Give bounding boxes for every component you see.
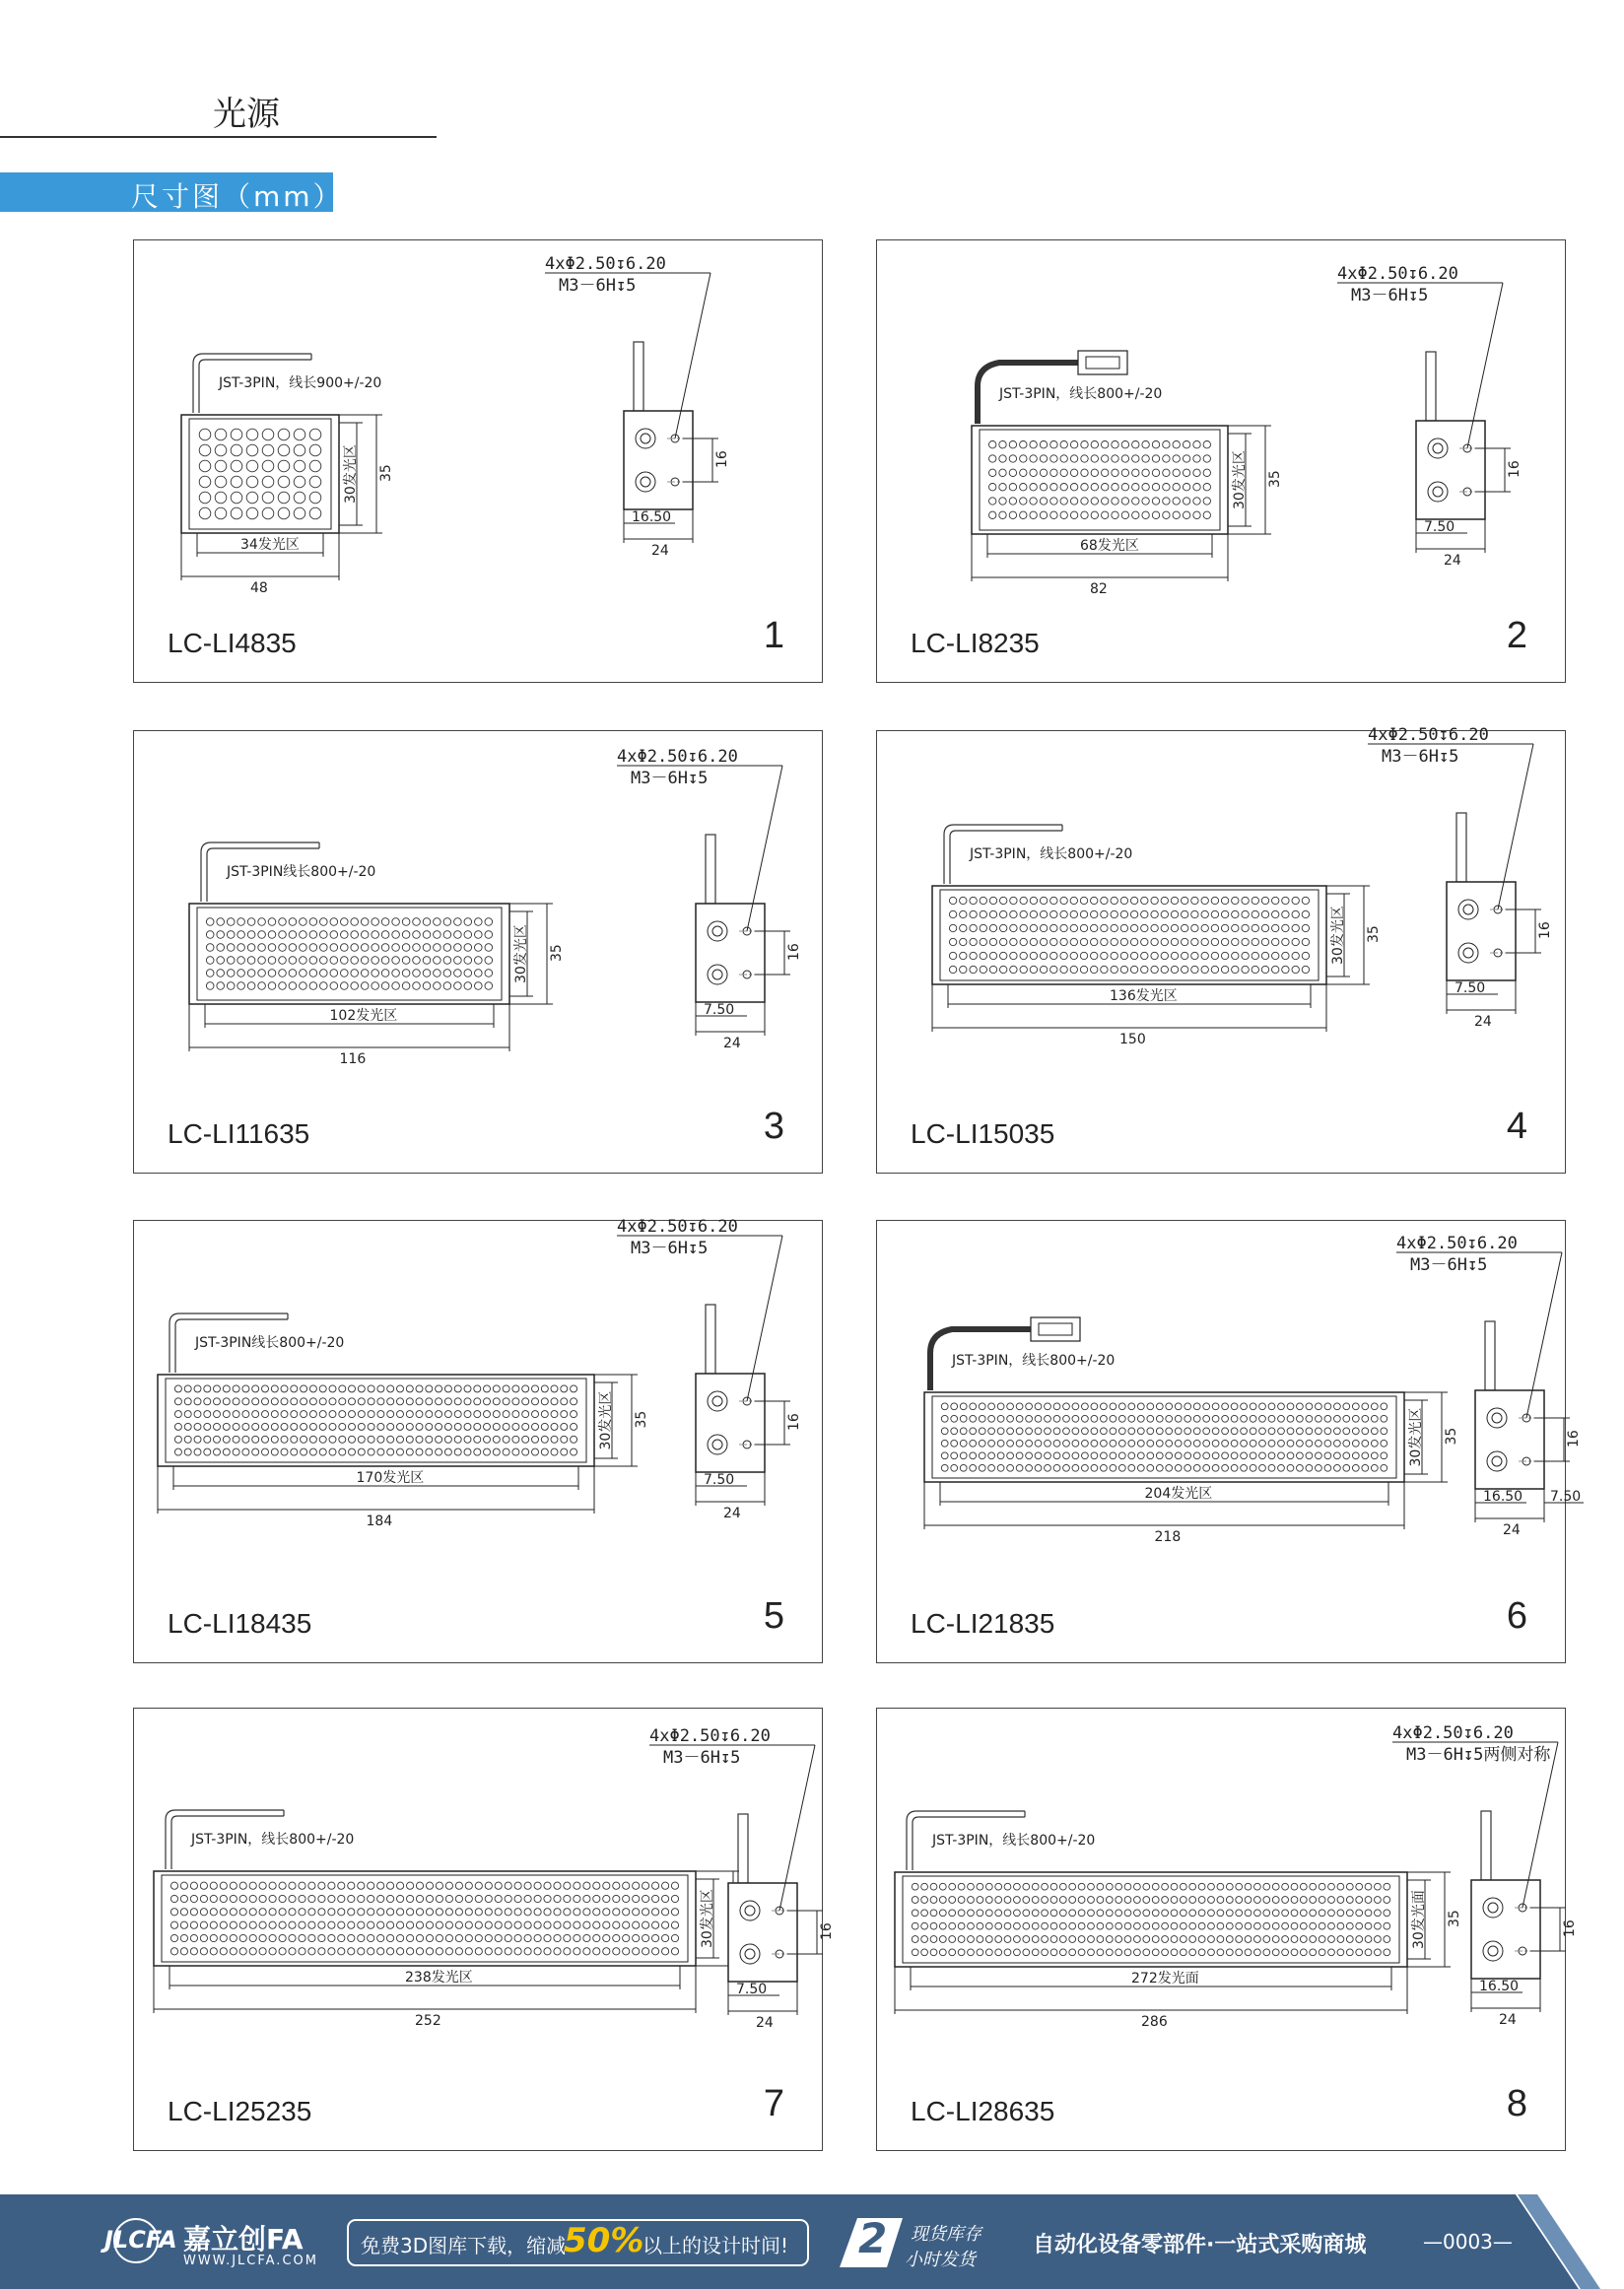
hole-pitch-dim: 16 — [786, 1413, 802, 1431]
front-view — [154, 1810, 751, 2029]
light-body — [932, 886, 1326, 984]
emit-height-dim: 30发光区 — [700, 1889, 715, 1948]
drawing-panel — [133, 1708, 835, 2151]
front-view — [189, 842, 565, 1067]
front-view — [972, 351, 1283, 597]
depth-total-dim: 24 — [1474, 1014, 1492, 1030]
panel-number: 3 — [763, 1106, 784, 1147]
footer-logo: JLCFA — [104, 2226, 177, 2254]
side-cable — [738, 1814, 748, 1883]
emit-length-dim: 272发光面 — [1131, 1971, 1199, 1986]
depth-dim: 7.50 — [736, 1982, 768, 1997]
panel-number: 8 — [1506, 2083, 1527, 2124]
hole-spec-label: 4xΦ2.50↧6.20 — [617, 747, 738, 767]
hole-pitch-dim: 16 — [819, 1922, 835, 1940]
drawing-panel — [133, 1217, 823, 1663]
drawing-panel — [876, 239, 1566, 683]
emit-height-dim: 30发光区 — [343, 444, 359, 504]
emit-length-dim: 238发光区 — [405, 1970, 473, 1986]
drawing-panel — [876, 1220, 1582, 1663]
model-name: LC-LI15035 — [911, 1118, 1055, 1149]
thread-spec-label: M3－6H↧5两侧对称 — [1406, 1745, 1551, 1765]
model-name: LC-LI11635 — [168, 1118, 310, 1149]
side-body — [696, 904, 765, 1002]
hole-pitch-dim: 16 — [1562, 1919, 1578, 1937]
side-body — [1471, 1880, 1540, 1979]
height-dim: 35 — [549, 944, 565, 962]
light-body — [924, 1392, 1404, 1482]
front-view — [895, 1811, 1462, 2030]
hole-spec-label: 4xΦ2.50↧6.20 — [617, 1217, 738, 1237]
technical-drawing — [877, 725, 1567, 1175]
technical-drawing — [877, 240, 1567, 684]
thread-spec-label: M3－6H↧5 — [1382, 747, 1459, 767]
total-length-dim: 252 — [415, 2013, 441, 2029]
model-name: LC-LI8235 — [911, 628, 1040, 658]
depth-dim: 16.50 — [632, 509, 672, 525]
front-view — [158, 1313, 649, 1529]
hole-pitch-dim: 16 — [786, 943, 802, 961]
title-underline — [0, 136, 437, 138]
depth-total-dim: 24 — [651, 543, 669, 559]
hole-pitch-dim: 16 — [1537, 921, 1553, 939]
total-length-dim: 82 — [1090, 581, 1108, 597]
front-view — [924, 1317, 1459, 1545]
promo-text-suffix: 以上的设计时间! — [643, 2234, 789, 2257]
depth-dim: 7.50 — [704, 1472, 735, 1488]
emit-height-dim: 30发光区 — [598, 1390, 614, 1450]
side-view — [1368, 725, 1553, 1030]
thread-spec-label: M3－6H↧5 — [559, 276, 637, 296]
side-cable — [1426, 352, 1436, 421]
badge-line2: 小时发货 — [905, 2250, 976, 2270]
cable-spec-label: JST-3PIN，线长900+/-20 — [219, 375, 382, 391]
emit-height-dim: 30发光区 — [513, 924, 529, 983]
promo-text-prefix: 免费3D图库下载，缩减 — [361, 2234, 567, 2257]
side-view — [617, 1217, 802, 1521]
cable-spec-label: JST-3PIN，线长800+/-20 — [191, 1832, 355, 1848]
footer-brand: 嘉立创FA — [183, 2223, 304, 2255]
side-body — [1475, 1390, 1544, 1489]
depth-total-dim: 24 — [723, 1506, 741, 1521]
panel-number: 4 — [1506, 1106, 1527, 1147]
depth-dim-right: 7.50 — [1550, 1489, 1582, 1505]
emit-length-dim: 170发光区 — [356, 1470, 425, 1486]
depth-dim: 16.50 — [1483, 1489, 1523, 1505]
technical-drawing — [134, 731, 824, 1175]
panel-number: 5 — [763, 1595, 784, 1637]
side-body — [696, 1374, 765, 1472]
thread-spec-label: M3－6H↧5 — [631, 1239, 709, 1258]
panel-number: 7 — [763, 2083, 784, 2124]
side-view — [1396, 1234, 1584, 1538]
depth-dim: 7.50 — [1424, 519, 1455, 535]
light-body — [154, 1871, 696, 1966]
side-cable — [634, 342, 643, 411]
height-dim: 35 — [1444, 1427, 1459, 1446]
depth-dim: 16.50 — [1479, 1979, 1520, 1994]
emit-length-dim: 68发光区 — [1080, 538, 1139, 554]
thread-spec-label: M3－6H↧5 — [1410, 1255, 1488, 1275]
total-length-dim: 286 — [1141, 2014, 1168, 2030]
hole-spec-label: 4xΦ2.50↧6.20 — [1337, 264, 1458, 284]
side-body — [1416, 421, 1485, 519]
emit-height-dim: 30发光面 — [1411, 1890, 1427, 1949]
model-name: LC-LI28635 — [911, 2096, 1055, 2126]
side-body — [624, 411, 693, 509]
side-cable — [1456, 813, 1466, 882]
depth-total-dim: 24 — [1499, 2012, 1517, 2028]
badge-line1: 现货库存 — [911, 2224, 981, 2245]
cable-spec-label: JST-3PIN，线长800+/-20 — [952, 1353, 1116, 1369]
total-length-dim: 184 — [366, 1514, 393, 1529]
light-body — [189, 904, 509, 1004]
hole-spec-label: 4xΦ2.50↧6.20 — [545, 254, 666, 274]
thread-spec-label: M3－6H↧5 — [663, 1748, 741, 1768]
cable-spec-label: JST-3PIN，线长800+/-20 — [970, 846, 1133, 862]
side-cable — [1481, 1811, 1491, 1880]
panel-number: 1 — [763, 615, 784, 656]
hole-spec-label: 4xΦ2.50↧6.20 — [649, 1726, 771, 1746]
thread-spec-label: M3－6H↧5 — [631, 769, 709, 788]
emit-length-dim: 34发光区 — [240, 537, 300, 553]
drawing-panel — [876, 1708, 1578, 2151]
page-title: 光源 — [213, 95, 280, 134]
technical-drawing — [134, 1217, 824, 1664]
side-view — [545, 254, 730, 559]
model-name: LC-LI25235 — [168, 2096, 312, 2126]
hole-spec-label: 4xΦ2.50↧6.20 — [1392, 1723, 1514, 1743]
depth-total-dim: 24 — [723, 1036, 741, 1051]
cable-spec-label: JST-3PIN线长800+/-20 — [195, 1335, 345, 1351]
footer-banner — [0, 2194, 1624, 2289]
badge-number: 2 — [858, 2214, 888, 2262]
depth-dim: 7.50 — [704, 1002, 735, 1018]
emit-length-dim: 136发光区 — [1110, 988, 1178, 1004]
total-length-dim: 116 — [339, 1051, 367, 1067]
technical-drawing — [877, 1221, 1582, 1664]
hole-pitch-dim: 16 — [1507, 460, 1522, 478]
depth-total-dim: 24 — [1503, 1522, 1521, 1538]
hole-spec-label: 4xΦ2.50↧6.20 — [1368, 725, 1489, 745]
side-view — [1392, 1723, 1578, 2028]
emit-length-dim: 204发光区 — [1144, 1486, 1213, 1502]
drawing-panel — [133, 730, 823, 1174]
drawing-panel — [876, 725, 1566, 1174]
height-dim: 35 — [378, 464, 394, 482]
height-dim: 35 — [634, 1410, 649, 1429]
cable-spec-label: JST-3PIN线长800+/-20 — [227, 864, 376, 880]
depth-dim: 7.50 — [1455, 980, 1486, 996]
emit-height-dim: 30发光区 — [1408, 1407, 1424, 1467]
total-length-dim: 150 — [1119, 1032, 1146, 1047]
side-view — [1337, 264, 1522, 569]
thread-spec-label: M3－6H↧5 — [1351, 286, 1429, 305]
hole-pitch-dim: 16 — [714, 450, 730, 468]
footer-slogan: 自动化设备零部件·一站式采购商城 — [1033, 2233, 1367, 2257]
model-name: LC-LI18435 — [168, 1608, 312, 1639]
depth-total-dim: 24 — [756, 2015, 774, 2031]
technical-drawing — [877, 1709, 1578, 2152]
height-dim: 35 — [1267, 470, 1283, 488]
emit-height-dim: 30发光区 — [1232, 450, 1248, 509]
panel-number: 2 — [1506, 615, 1527, 656]
model-name: LC-LI4835 — [168, 628, 297, 658]
model-name: LC-LI21835 — [911, 1608, 1055, 1639]
cable-spec-label: JST-3PIN，线长800+/-20 — [999, 386, 1163, 402]
side-body — [728, 1883, 797, 1982]
side-cable — [706, 835, 715, 904]
panel-number: 6 — [1506, 1595, 1527, 1637]
light-body — [181, 415, 339, 533]
height-dim: 35 — [1366, 925, 1382, 943]
page-number: —0003— — [1423, 2230, 1513, 2254]
side-cable — [1485, 1321, 1495, 1390]
total-length-dim: 48 — [250, 580, 268, 596]
emit-height-dim: 30发光区 — [1330, 906, 1346, 965]
section-label: 尺寸图（mm） — [131, 180, 344, 213]
front-view — [932, 825, 1382, 1047]
side-view — [617, 747, 802, 1051]
technical-drawing — [134, 1709, 835, 2152]
side-cable — [706, 1305, 715, 1374]
promo-highlight: 50% — [564, 2221, 644, 2260]
front-view — [181, 354, 394, 596]
light-body — [895, 1872, 1407, 1967]
hole-spec-label: 4xΦ2.50↧6.20 — [1396, 1234, 1518, 1253]
footer-website: WWW.JLCFA.COM — [183, 2254, 318, 2268]
technical-drawing — [134, 240, 824, 684]
total-length-dim: 218 — [1154, 1529, 1182, 1545]
depth-total-dim: 24 — [1444, 553, 1461, 569]
cable-spec-label: JST-3PIN，线长800+/-20 — [932, 1833, 1096, 1849]
drawing-panel — [133, 239, 823, 683]
hole-pitch-dim: 16 — [1566, 1430, 1582, 1447]
height-dim: 35 — [1447, 1910, 1462, 1927]
side-body — [1447, 882, 1516, 980]
emit-length-dim: 102发光区 — [329, 1008, 398, 1024]
